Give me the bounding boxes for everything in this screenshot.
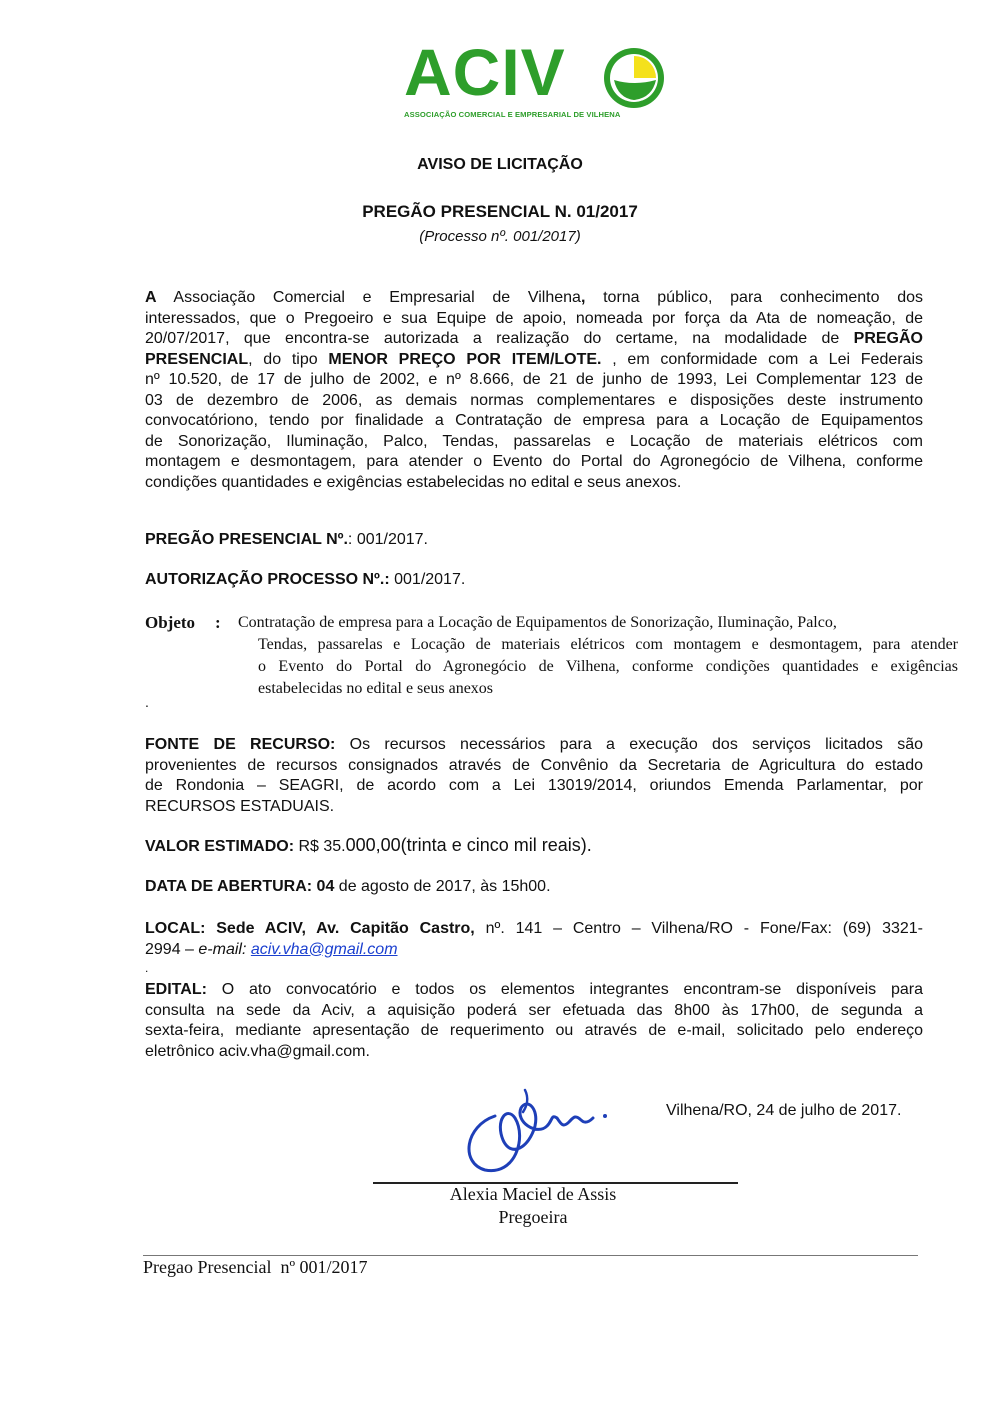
signer-name: Alexia Maciel de Assis [449, 1184, 617, 1204]
objeto-label: Objeto [145, 613, 196, 632]
edital-line: consulta na sede da Aciv, a aquisição poderá ser efetuada das 8h00 às 17h00, de segunda a [145, 1001, 923, 1019]
bold-menor-preco: MENOR PREÇO POR ITEM/LOTE. [328, 350, 602, 368]
label: EDITAL: [145, 981, 207, 998]
email-link[interactable]: aciv.vha@gmail.com [250, 940, 398, 958]
trailing-dot: . [145, 694, 149, 710]
data-abertura [145, 878, 551, 896]
day: 04 [312, 878, 335, 895]
edital-section [145, 980, 923, 1062]
bold-comma: , [580, 289, 586, 306]
intro-line: de Sonorização, Iluminação, Palco, Tendas, passarelas e Locação de materiais elétricos com [145, 432, 923, 450]
autorizacao-line [145, 571, 465, 589]
text: , em conformidade com a Lei Federais [601, 350, 924, 368]
bold-a: A [145, 289, 157, 306]
edital-line: sexta-feira, mediante apresentação de requerimento ou através de e-mail, solicitado pelo endereço [145, 1022, 923, 1039]
intro-line: 03 de dezembro de 2006, as demais normas complementares e disposições deste instrumento [145, 391, 923, 409]
bold-pregao: PREGÃO [853, 330, 923, 347]
label: VALOR ESTIMADO: [145, 838, 295, 855]
date-place: Vilhena/RO, 24 de julho de 2017. [666, 1102, 902, 1119]
process-number: (Processo nº. 001/2017) [419, 228, 581, 245]
intro-line: condições quantidades e exigências estabelecidas no edital e seus anexos. [145, 473, 682, 491]
fonte-line [145, 735, 923, 756]
intro-line: nº 10.520, de 17 de julho de 2002, e nº 8.666, de 21 de junho de 1993, Lei Complementar 123 de [145, 371, 923, 388]
text: Associação Comercial e Empresarial de Vilhena [156, 289, 581, 306]
logo-subtitle: ASSOCIAÇÃO COMERCIAL E EMPRESARIAL DE VILHENA [404, 110, 621, 119]
objeto-line: Contratação de empresa para a Locação de Equipamentos de Sonorização, Iluminação, Palco, [238, 614, 837, 631]
signer-role: Pregoeira [498, 1207, 568, 1227]
objeto-colon: : [215, 613, 221, 632]
text: , do tipo [248, 350, 329, 368]
fonte-line: provenientes de recursos consignados através de Convênio da Secretaria de Agricultura do estado [145, 756, 923, 774]
edital-line [145, 980, 923, 1001]
text: 2994 – [145, 940, 199, 958]
intro-paragraph [145, 288, 923, 493]
value: 001/2017. [389, 571, 466, 588]
valor-estimado [145, 835, 592, 856]
notice-title: AVISO DE LICITAÇÃO [417, 156, 583, 173]
text: 20/07/2017, que encontra-se autorizada a realização do certame, na modalidade de [145, 330, 854, 347]
objeto-line: o Evento do Portal do Agronegócio de Vilhena, conforme condições quantidades e exigências [258, 658, 958, 675]
footer-divider [143, 1255, 918, 1256]
aciv-logo [400, 35, 670, 126]
fonte-line: de Rondonia – SEAGRI, de acordo com a Lei 13019/2014, oriundos Emenda Parlamentar, por [145, 777, 923, 794]
fonte-recurso [145, 735, 923, 817]
local-section [145, 919, 923, 976]
label: FONTE DE RECURSO: [145, 736, 336, 753]
objeto-line: Tendas, passarelas e Locação de materiais elétricos com montagem e desmontagem, para atender [258, 636, 958, 653]
edital-line: eletrônico aciv.vha@gmail.com. [145, 1042, 370, 1060]
label: LOCAL: Sede ACIV, Av. Capitão Castro, [145, 920, 475, 937]
footer-text: Pregao Presencial nº 001/2017 [143, 1257, 368, 1277]
text: de agosto de 2017, às 15h00. [334, 878, 551, 895]
local-line [145, 940, 923, 961]
intro-line [145, 350, 923, 371]
amount: 000,00(trinta e cinco mil reais [345, 835, 581, 855]
dot-line: . [145, 961, 149, 975]
text: nº. 141 – Centro – Vilhena/RO - Fone/Fax: (69) 3321- [474, 920, 924, 937]
bold-presencial: PRESENCIAL [145, 350, 249, 368]
text: ). [580, 835, 592, 855]
text: O ato convocatório e todos os elementos integrantes encontram-se disponíveis para [206, 981, 923, 998]
pregao-number-line [145, 531, 428, 549]
intro-line: interessados, que o Pregoeiro e sua Equipe de apoio, nomeada por força da Ata de nomeação, de [145, 309, 923, 327]
text: R$ 35. [294, 838, 346, 855]
label: PREGÃO PRESENCIAL Nº. [145, 531, 348, 548]
objeto-text [238, 612, 958, 700]
text: Os recursos necessários para a execução dos serviços licitados são [335, 736, 923, 753]
value: : 001/2017. [347, 531, 428, 548]
fonte-line: RECURSOS ESTADUAIS. [145, 797, 335, 815]
local-line [145, 919, 923, 940]
email-label: e-mail: [198, 940, 247, 958]
intro-line: convocatóriono, tendo por finalidade a Contratação de empresa para a Locação de Equipamentos [145, 412, 923, 429]
logo-name: ACIV [404, 35, 566, 109]
handwritten-signature [455, 1078, 635, 1178]
text: torna público, para conhecimento dos [585, 289, 924, 306]
intro-line [145, 288, 923, 309]
sun-emblem-icon [602, 46, 666, 110]
intro-line: montagem e desmontagem, para atender o Evento do Portal do Agronegócio de Vilhena, conforme [145, 453, 923, 470]
intro-line [145, 329, 923, 350]
objeto-line: estabelecidas no edital e seus anexos [258, 680, 494, 697]
pregao-title: PREGÃO PRESENCIAL N. 01/2017 [362, 202, 638, 221]
label: AUTORIZAÇÃO PROCESSO Nº.: [145, 571, 390, 588]
label: DATA DE ABERTURA: [145, 878, 313, 895]
